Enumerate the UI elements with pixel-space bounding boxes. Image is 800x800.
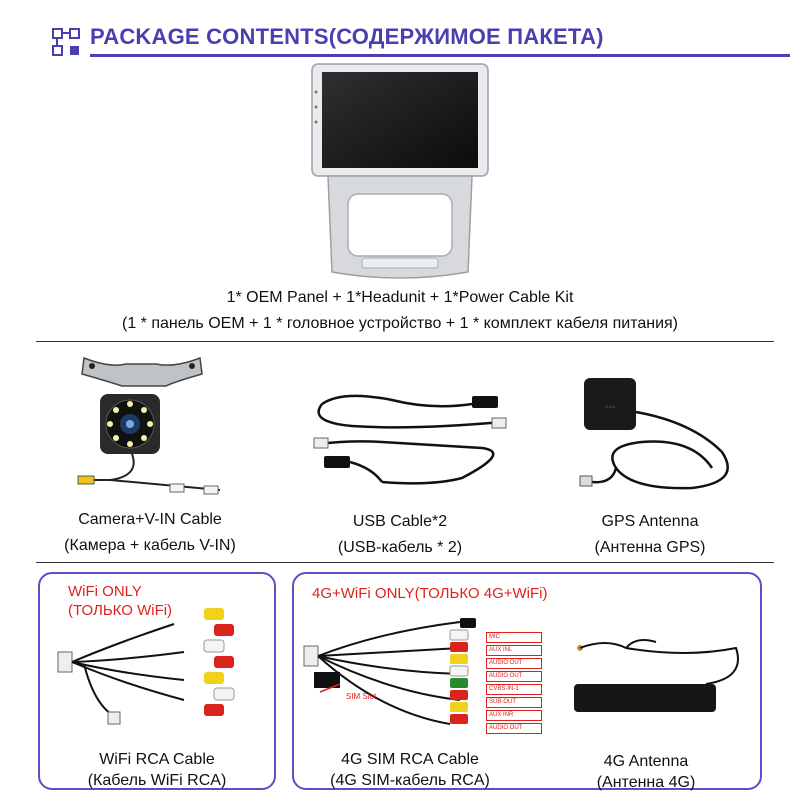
- wifi-note: WiFi ONLY: [68, 583, 142, 600]
- headunit-image: [300, 62, 500, 282]
- gps-antenna-image: [572, 372, 742, 502]
- camera-caption-ru: (Камера + кабель V-IN): [64, 537, 236, 554]
- usb-caption-ru: (USB-кабель * 2): [337, 539, 463, 556]
- page-title: PACKAGE CONTENTS(СОДЕРЖИМОЕ ПАКЕТА): [90, 24, 604, 49]
- sim-slot-label: SIM Slot: [346, 692, 377, 701]
- rca-tag: SUB-OUT: [486, 697, 542, 708]
- svg-text:◦◦◦: ◦◦◦: [604, 402, 616, 413]
- rca-tag: AUDIO OUT: [486, 658, 542, 669]
- rca-tag: CVBS-IN-1: [486, 684, 542, 695]
- 4g-cable-caption-en: 4G SIM RCA Cable: [341, 751, 479, 768]
- divider: [36, 562, 774, 563]
- 4g-cable-caption-ru: (4G SIM-кабель RCA): [330, 772, 490, 789]
- rca-tag: MIC: [486, 632, 542, 643]
- usb-cable-image: [312, 382, 512, 492]
- rca-tag: AUDIO OUT: [486, 671, 542, 682]
- gps-caption-en: GPS Antenna: [601, 513, 699, 530]
- wifi-caption-en: WiFi RCA Cable: [99, 751, 215, 768]
- wifi-caption-ru: (Кабель WiFi RCA): [87, 772, 227, 789]
- rca-tag-list: [486, 632, 542, 736]
- main-caption-en: 1* OEM Panel + 1*Headunit + 1*Power Cable Kit: [226, 289, 574, 306]
- package-grid-icon: [52, 28, 82, 58]
- wifi-note-ru: (ТОЛЬКО WiFi): [68, 602, 173, 619]
- 4g-antenna-caption-ru: (Антенна 4G): [596, 774, 696, 791]
- camera-image: [70, 350, 220, 500]
- wifi-rca-cable-image: [54, 604, 254, 734]
- usb-caption-en: USB Cable*2: [352, 513, 448, 530]
- gps-caption-ru: (Антенна GPS): [594, 539, 706, 556]
- divider: [36, 341, 774, 342]
- 4g-antenna-image: [566, 628, 746, 728]
- header-underline: [90, 54, 790, 57]
- rca-tag: AUX INL: [486, 645, 542, 656]
- rca-tag: AUDIO OUT: [486, 723, 542, 734]
- 4g-antenna-caption-en: 4G Antenna: [603, 753, 689, 770]
- camera-caption-en: Camera+V-IN Cable: [78, 511, 222, 528]
- main-caption-ru: (1 * панель OEM + 1 * головное устройство + 1 * комплект кабеля питания): [121, 315, 678, 332]
- rca-tag: AUX INR: [486, 710, 542, 721]
- 4g-note: 4G+WiFi ONLY(ТОЛЬКО 4G+WiFi): [312, 585, 548, 602]
